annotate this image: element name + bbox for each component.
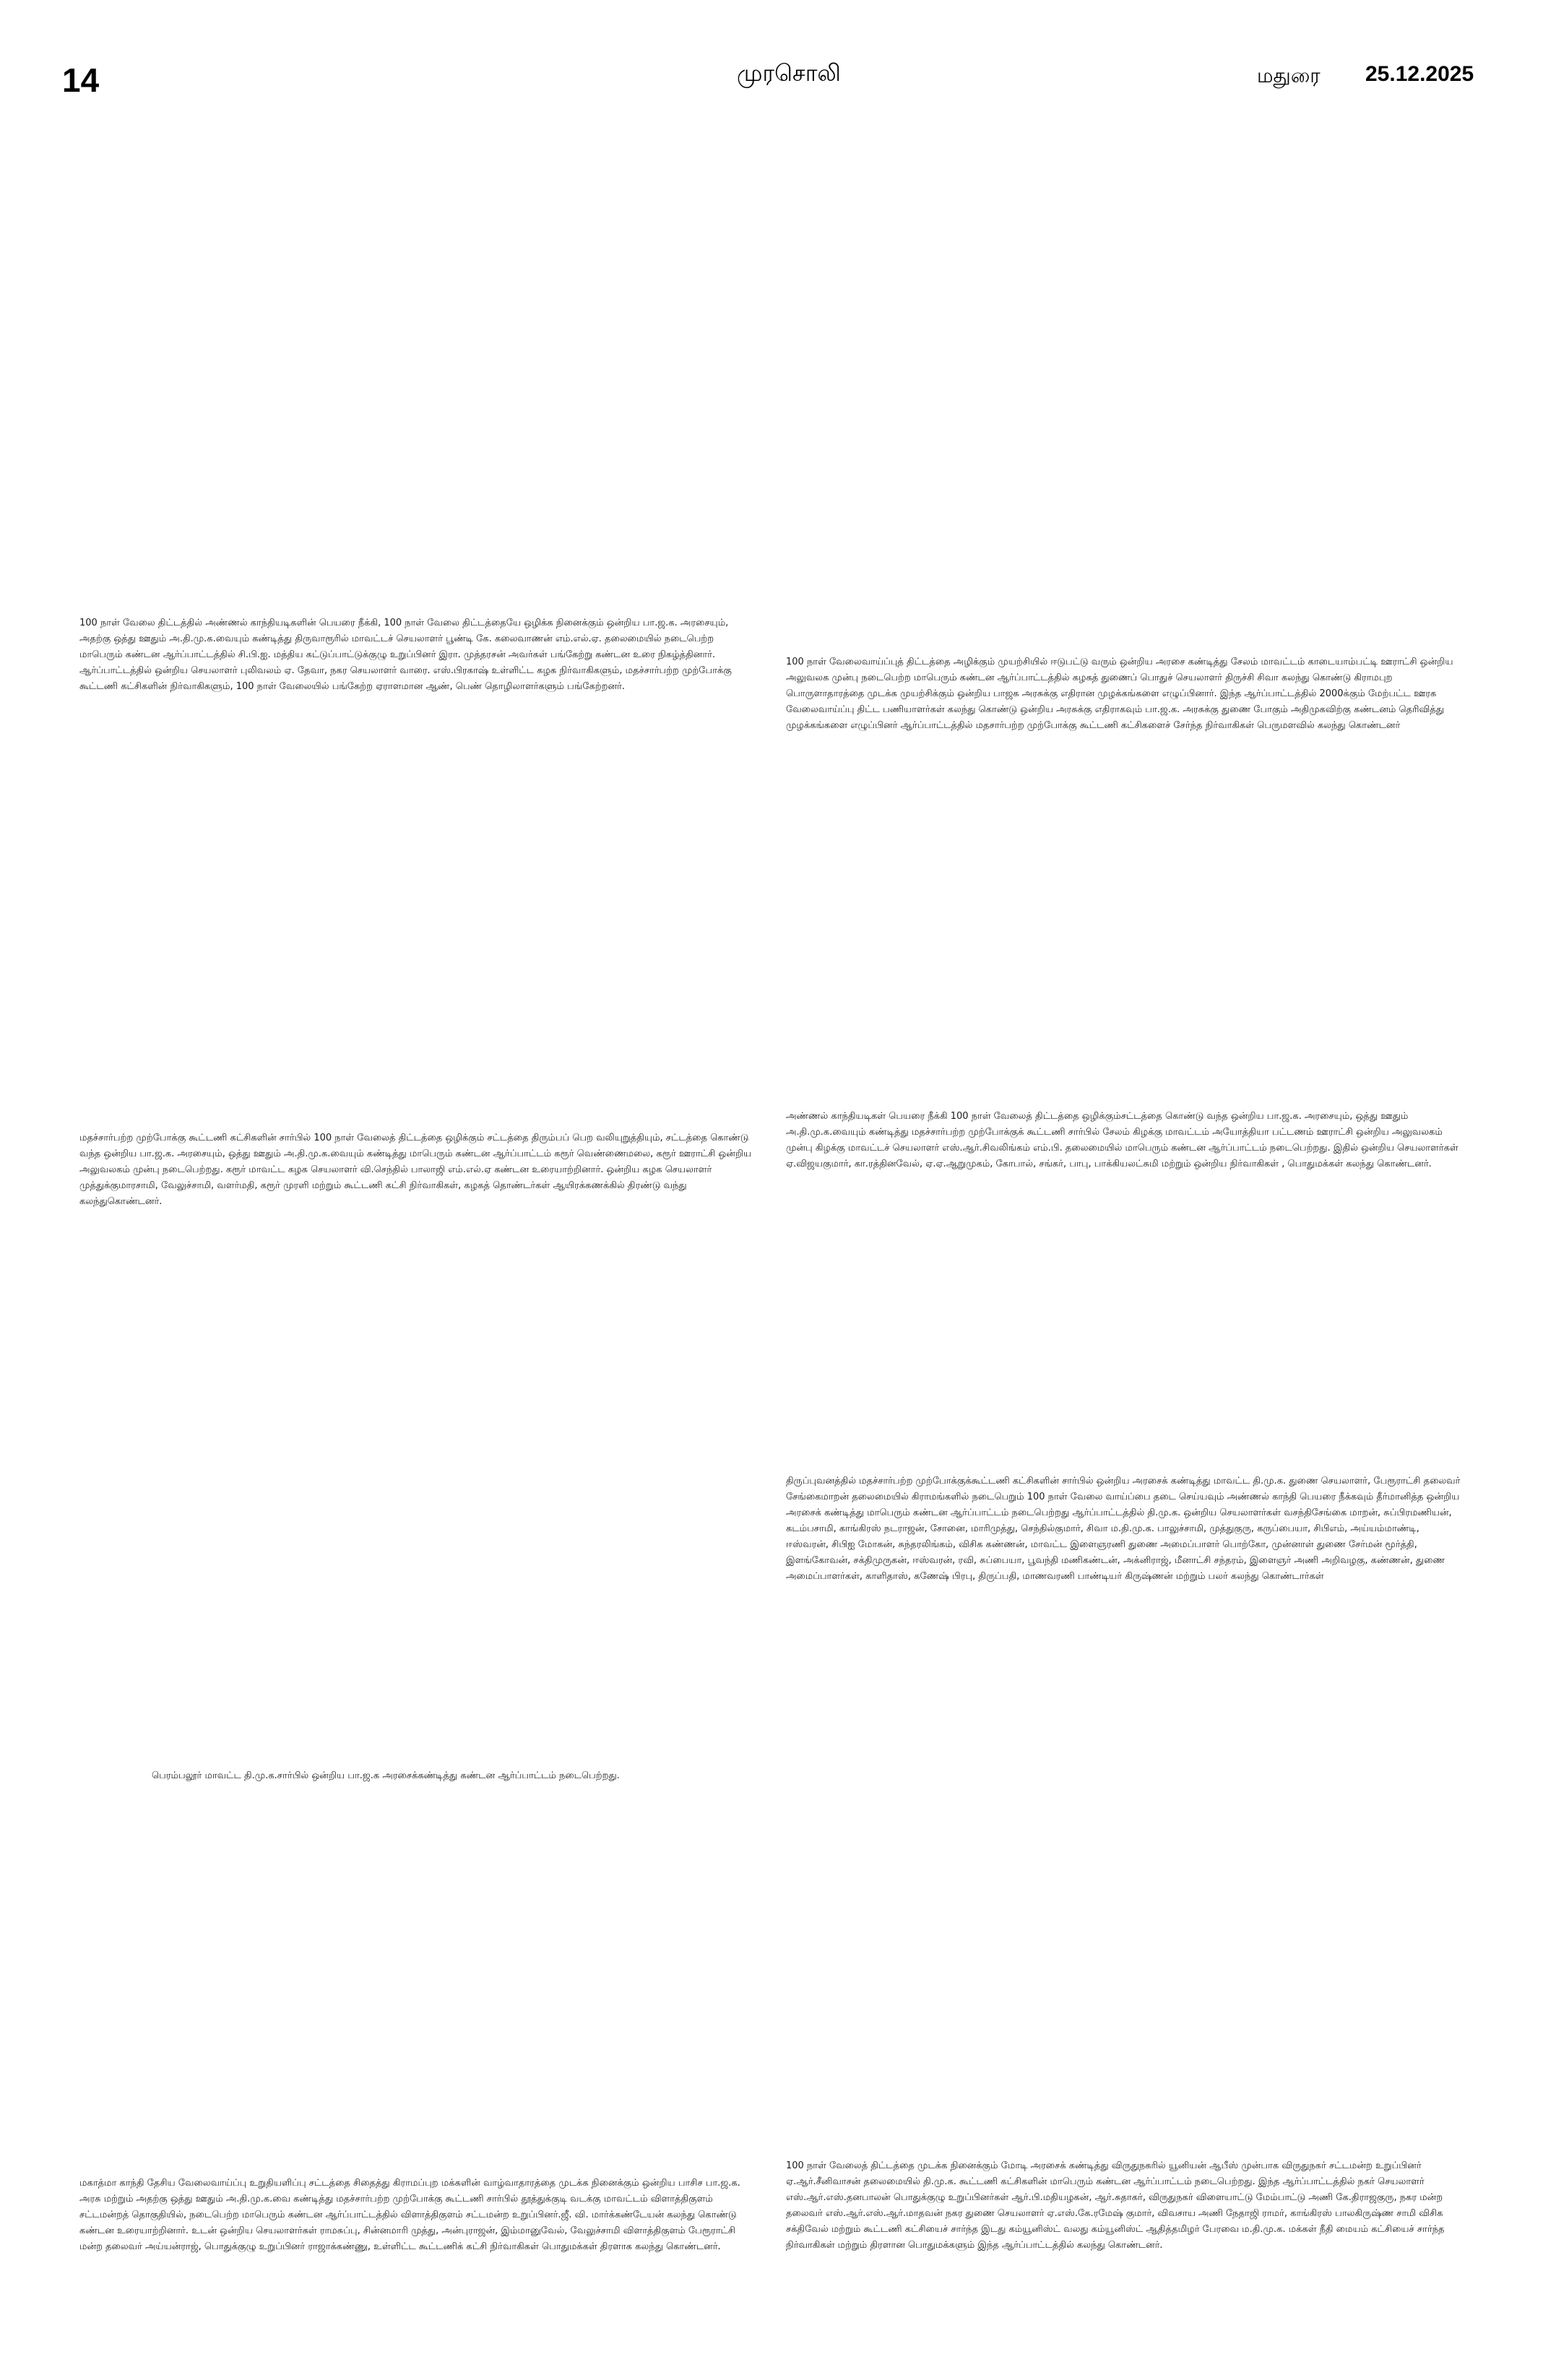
edition-name: மதுரை (1257, 64, 1321, 87)
photo-caption: 100 நாள் வேலைத் திட்டத்தை முடக்க நினைக்கும் மோடி அரசைக் கண்டித்து விருதுநகரில் யூனியன் ஆபீஸ் முன்பாக விருதுநகர் சட்டமன்ற உறுப்பினர் ஏ.ஆர்.சீனிவாசன் தலைமையில் தி.மு.க. கூட்டணி கட்சிகளின் மாபெரும் கண்டன ஆர்ப்பாட்டம் நடைபெற்றது. இந்த ஆர்ப்பாட்டத்தில் நகர் செயலாளர் எஸ்.ஆர்.எஸ்.தனபாலன் பொதுக்குழு உறுப்பினர்கள் ஆர்.பி.மதியழகன், ஆர்.சுதாகர், விருதுநகர் விளையாட்டு மேம்பாட்டு அணி கே.திராஜகுரு, நகர மன்ற தலைவர் எஸ்.ஆர்.எஸ்.ஆர்.மாதவன் நகர துணை செயலாளர் ஏ.எஸ்.கே.ரமேஷ் குமார், விவசாய அணி நேதாஜி ராமர், காங்கிரஸ் பாலகிருஷ்ண சாமி விசிக சக்திவேல் மற்றும் கூட்டணி கட்சியைச் சார்ந்த இடது கம்யூனிஸ்ட் வலது கம்யூனிஸ்ட் ஆதித்தமிழர் பேரவை ம.தி.மு.க. மக்கள் நீதி மையம் கட்சியைச் சார்ந்த நிர்வாகிகள் மற்றும் திரளான பொதுமக்களும் இந்த ஆர்ப்பாட்டத்தில் கலந்து கொண்டனர். (786, 2160, 1445, 2251)
photo-caption: 100 நாள் வேலைவாய்ப்புத் திட்டத்தை அழிக்கும் முயற்சியில் ஈடுபட்டு வரும் ஒன்றிய அரசை கண்டித்து சேலம் மாவட்டம் காடையாம்பட்டி ஊராட்சி ஒன்றிய அலுவலக முன்பு நடைபெற்ற மாபெரும் கண்டன ஆர்ப்பாட்டத்தில் கழகத் துணைப் பொதுச் செயலாளர் திருச்சி சிவா கலந்து கொண்டு கிராமபுற பொருளாதாரத்தை முடக்க முயற்சிக்கும் ஒன்றிய பாஜக அரசுக்கு எதிரான முழக்கங்களை எழுப்பினார். இந்த ஆர்ப்பாட்டத்தில் 2000க்கும் மேற்பட்ட ஊரக வேலைவாய்ப்பு திட்ட பணியாளர்கள் கலந்து கொண்டு ஒன்றிய அரசுக்கு எதிராகவும் பா.ஜ.க. அரசுக்கு துணை போகும் அதிமுகவிற்கு கண்டனம் தெரிவித்து முழக்கங்களை எழுப்பினர் ஆர்ப்பாட்டத்தில் மதசார்பற்ற முற்போக்கு கூட்டணி கட்சிகளைச் சேர்ந்த நிர்வாகிகள் பெருமளவில் கலந்து கொண்டனர் (786, 657, 1453, 731)
photo-caption: மதச்சார்பற்ற முற்போக்கு கூட்டணி கட்சிகளின் சார்பில் 100 நாள் வேலைத் திட்டத்தை ஒழிக்கும் சட்டத்தை திரும்பப் பெற வலியுறுத்தியும், சட்டத்தை கொண்டு வந்த ஒன்றிய பா.ஜ.க. அரசையும், ஒத்து ஊதும் அ.தி.மு.க.வையும் கண்டித்து மாபெரும் கண்டன ஆர்ப்பாட்டம் கரூர் வெண்ணைமலை, கரூர் ஊராட்சி ஒன்றிய அலுவலகம் முன்பு நடைபெற்றது. கரூர் மாவட்ட கழக செயலாளர் வி.செந்தில் பாலாஜி எம்.எல்.ஏ கண்டன உரையாற்றினார். ஒன்றிய கழக செயலாளர் முத்துக்குமாரசாமி, வேலுச்சாமி, வளர்மதி, கரூர் முரளி மற்றும் கூட்டணி கட்சி நிர்வாகிகள், கழகத் தொண்டர்கள் ஆயிரக்கணக்கில் திரண்டு வந்து கலந்துகொண்டனர். (79, 1133, 752, 1207)
issue-date: 25.12.2025 (1365, 62, 1474, 86)
masthead: முரசொலி (737, 59, 841, 87)
photo-caption: அண்ணல் காந்தியடிகள் பெயரை நீக்கி 100 நாள் வேலைத் திட்டத்தை ஒழிக்கும்சட்டத்தை கொண்டு வந்த ஒன்றிய பா.ஜ.க. அரசையும், ஒத்து ஊதும் அ.தி.மு.க.வையும் கண்டித்து மதச்சார்பற்ற முற்போக்குக் கூட்டணி சார்பில் சேலம் கிழக்கு மாவட்டம் அயோத்தியா பட்டணம் ஊராட்சி ஒன்றிய அலுவலகம் முன்பு கிழக்கு மாவட்டச் செயலாளர் எஸ்.ஆர்.சிவலிங்கம் எம்.பி. தலைமையில் மாபெரும் கண்டன ஆர்ப்பாட்டம் நடைபெற்றது. இதில் ஒன்றிய செயலாளர்கள் ஏ.விஜயகுமார், கா.ரத்தினவேல், ஏ.ஏ.ஆறுமுகம், கோபால், சங்கர், பாபு, பாக்கியலட்சுமி மற்றும் ஒன்றிய நிர்வாகிகள் , பொதுமக்கள் கலந்து கொண்டனர். (786, 1111, 1458, 1169)
photo-caption: மகாத்மா காந்தி தேசிய வேலைவாய்ப்பு உறுதியளிப்பு சட்டத்தை சிதைத்து கிராமப்புற மக்களின் வாழ்வாதாரத்தை முடக்க நினைக்கும் ஒன்றிய பாசிச பா.ஜ.க. அரசு மற்றும் அதற்கு ஒத்து ஊதும் அ.தி.மு.க.வை கண்டித்து மதச்சார்பற்ற முற்போக்கு கூட்டணி சார்பில் தூத்துக்குடி வடக்கு மாவட்டம் விளாத்திகுளம் சட்டமன்றத் தொகுதியில், நடைபெற்ற மாபெரும் கண்டன ஆர்ப்பாட்டத்தில் விளாத்திகுளம் சட்டமன்ற உறுப்பினர்.ஜீ. வி. மார்க்கண்டேயன் கலந்து கொண்டு கண்டன உரையாற்றினார். உடன் ஒன்றிய செயலாளர்கள் ராமசுப்பு, சின்னமாரி முத்து, அன்புராஜன், இம்மானுவேல், வேலுச்சாமி விளாத்திகுளம் பேரூராட்சி மன்ற தலைவர் அய்யன்ராஜ், பொதுக்குழு உறுப்பினர் ராஜாக்கண்ணு, உள்ளிட்ட கூட்டணிக் கட்சி நிர்வாகிகள் பொதுமக்கள் திரளாக கலந்து கொண்டனர். (79, 2178, 740, 2252)
photo-caption: 100 நாள் வேலை திட்டத்தில் அண்ணல் காந்தியடிகளின் பெயரை நீக்கி, 100 நாள் வேலை திட்டத்தையே ஒழிக்க நினைக்கும் ஒன்றிய பா.ஜ.க. அரசையும், அதற்கு ஒத்து ஊதும் அ.தி.மு.க.வையும் கண்டித்து திருவாரூரில் மாவட்டச் செயலாளர் பூண்டி கே. கலைவாணன் எம்.எல்.ஏ. தலைமையில் நடைபெற்ற மாபெரும் கண்டன ஆர்ப்பாட்டத்தில் சி.பி.ஐ. மத்திய கட்டுப்பாட்டுக்குழு உறுப்பினர் இரா. முத்தரசன் அவர்கள் பங்கேற்று கண்டன உரை நிகழ்த்தினார். ஆர்ப்பாட்டத்தில் ஒன்றிய செயலாளர் புலிவலம் ஏ. தேவா, நகர செயலாளர் வாரை. எஸ்.பிரகாஷ் உள்ளிட்ட கழக நிர்வாகிகளும், மதச்சார்பற்ற முற்போக்கு கூட்டணி கட்சிகளின் நிர்வாகிகளும், 100 நாள் வேலையில் பங்கேற்ற ஏராளமான ஆண், பெண் தொழிலாளர்களும் பங்கேற்றனர். (79, 618, 732, 692)
photo-caption: பெரம்பலூர் மாவட்ட தி.மு.க.சார்பில் ஒன்றிய பா.ஜ.க அரசைக்கண்டித்து கண்டன ஆர்ப்பாட்டம் நடைபெற்றது. (152, 1770, 620, 1781)
photo-caption: திருப்புவனத்தில் மதச்சார்பற்ற முற்போக்குக்கூட்டணி கட்சிகளின் சார்பில் ஒன்றிய அரசைக் கண்டித்து மாவட்ட தி.மு.க. துணை செயலாளர், பேரூராட்சி தலைவர் சேங்கைமாறன் தலைமையில் கிராமங்களில் நடைபெறும் 100 நாள் வேலை வாய்ப்பை தடை செய்யவும் அண்ணல் காந்தி பெயரை நீக்கவும் தீர்மானித்த ஒன்றிய அரசைக் கண்டித்து மாபெரும் கண்டன ஆர்ப்பாட்டம் நடைபெற்றது ஆர்ப்பாட்டத்தில் தி.மு.க. ஒன்றிய செயலாளர்கள் வசந்திசேங்கை மாறன், சுப்பிரமணியன், கடம்பசாமி, காங்கிரஸ் நடராஜன், சோனை, மாரிமுத்து, செந்தில்குமார், சிவா ம.தி.மு.க. பாலுச்சாமி, முத்துகுரு, கருப்பையா, சிபிஎம், அய்யம்மாண்டி, ஈஸ்வரன், சிபிஐ மோகன், சுந்தரலிங்கம், விசிக கண்ணன், மாவட்ட இளைஞரணி துணை அமைப்பாளர் பொற்கோ, முன்னாள் துணை சேர்மன் மூர்த்தி, இளங்கோவன், சக்திமுருகன், ஈஸ்வரன், ரவி, சுப்பையா, பூவந்தி மணிகண்டன், அக்னிராஜ், மீனாட்சி சந்தரம், இளைஞர் அணி அறிவழகு, கண்ணன், துணை அமைப்பாளர்கள், காளிதாஸ், கணேஷ் பிரபு, திருப்பதி, மாணவரணி பாண்டியர் கிருஷ்ணன் மற்றும் பலர் கலந்து கொண்டார்கள் (786, 1476, 1461, 1582)
page-number: 14 (62, 61, 100, 99)
